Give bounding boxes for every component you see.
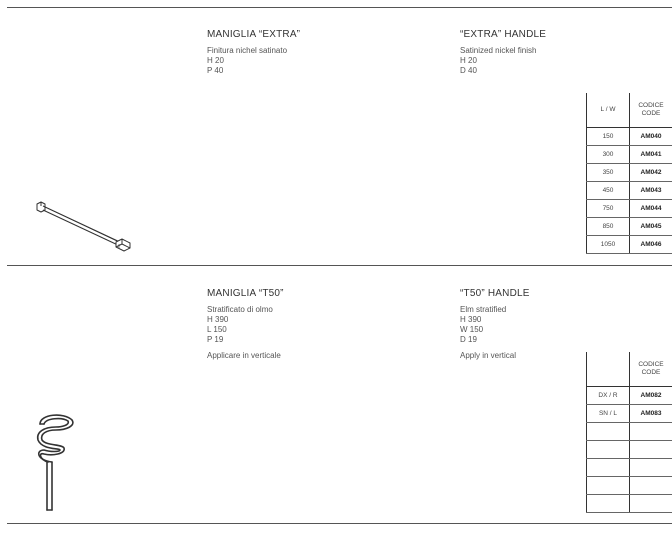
table-header-row: [587, 93, 672, 128]
side-cell: [587, 423, 630, 441]
code-table-extra: [586, 93, 672, 254]
product-extra-italian: [207, 29, 300, 76]
code-cell: AM040: [630, 128, 672, 146]
table-row: [587, 164, 672, 182]
side-cell: [587, 477, 630, 495]
code-cell: [630, 441, 672, 459]
code-cell: AM041: [630, 146, 672, 164]
header-size: L / W: [587, 93, 630, 128]
code-cell: AM044: [630, 200, 672, 218]
table-row: [587, 459, 672, 477]
size-cell: 1050: [587, 236, 630, 254]
product-title-en: “T50” HANDLE: [460, 288, 530, 299]
header-code-en: CODE: [641, 369, 661, 376]
product-title-it: MANIGLIA “EXTRA”: [207, 29, 301, 40]
section-divider: [7, 265, 672, 266]
product-extra-english: [460, 29, 546, 76]
spec-line: H 20: [207, 56, 224, 65]
code-cell: AM046: [630, 236, 672, 254]
code-cell: [630, 423, 672, 441]
side-cell: DX / R: [587, 387, 630, 405]
table-row: [587, 477, 672, 495]
code-cell: [630, 477, 672, 495]
spec-line: Stratificato di olmo: [207, 305, 273, 314]
header-code-en: CODE: [641, 110, 661, 117]
spec-line: D 40: [460, 66, 477, 75]
spec-line: H 390: [460, 315, 482, 324]
side-cell: [587, 495, 630, 513]
top-divider: [7, 7, 672, 8]
size-cell: 750: [587, 200, 630, 218]
spec-line: P 40: [207, 66, 224, 75]
spec-line: Satinized nickel finish: [460, 46, 537, 55]
spec-line: Finitura nichel satinato: [207, 46, 288, 55]
product-t50-italian: [207, 288, 284, 361]
size-cell: 850: [587, 218, 630, 236]
table-row: [587, 146, 672, 164]
table-header-row: [587, 352, 672, 387]
header-code: [630, 352, 672, 387]
table-row: [587, 236, 672, 254]
table-row: [587, 182, 672, 200]
product-t50-english: [460, 288, 530, 361]
code-cell: AM045: [630, 218, 672, 236]
code-table-t50: [586, 352, 672, 513]
code-cell: AM043: [630, 182, 672, 200]
table-row: [587, 495, 672, 513]
code-cell: [630, 459, 672, 477]
header-code: [630, 93, 672, 128]
bottom-divider: [7, 523, 672, 524]
size-cell: 350: [587, 164, 630, 182]
code-cell: [630, 495, 672, 513]
code-cell: AM083: [630, 405, 672, 423]
table-row: [587, 423, 672, 441]
header-size: [587, 352, 630, 387]
spiral-handle-icon: [30, 410, 80, 516]
spec-line: W 150: [460, 325, 484, 334]
code-cell: AM082: [630, 387, 672, 405]
spec-line: L 150: [207, 325, 227, 334]
side-cell: [587, 441, 630, 459]
code-cell: AM042: [630, 164, 672, 182]
product-title-en: “EXTRA” HANDLE: [460, 29, 547, 40]
spec-line: Elm stratified: [460, 305, 507, 314]
spec-line: H 390: [207, 315, 229, 324]
table-row: [587, 405, 672, 423]
table-row: [587, 441, 672, 459]
header-code-it: CODICE: [638, 102, 664, 109]
size-cell: 150: [587, 128, 630, 146]
spec-line: P 19: [207, 335, 224, 344]
header-code-it: CODICE: [638, 361, 664, 368]
table-row: [587, 128, 672, 146]
spec-line: H 20: [460, 56, 477, 65]
product-title-it: MANIGLIA “T50”: [207, 288, 284, 299]
table-row: [587, 387, 672, 405]
size-cell: 300: [587, 146, 630, 164]
size-cell: 450: [587, 182, 630, 200]
side-cell: SN / L: [587, 405, 630, 423]
application-note: Applicare in verticale: [207, 351, 281, 360]
side-cell: [587, 459, 630, 477]
table-row: [587, 218, 672, 236]
table-row: [587, 200, 672, 218]
spec-line: D 19: [460, 335, 477, 344]
bar-handle-icon: [30, 196, 136, 256]
application-note: Apply in vertical: [460, 351, 517, 360]
